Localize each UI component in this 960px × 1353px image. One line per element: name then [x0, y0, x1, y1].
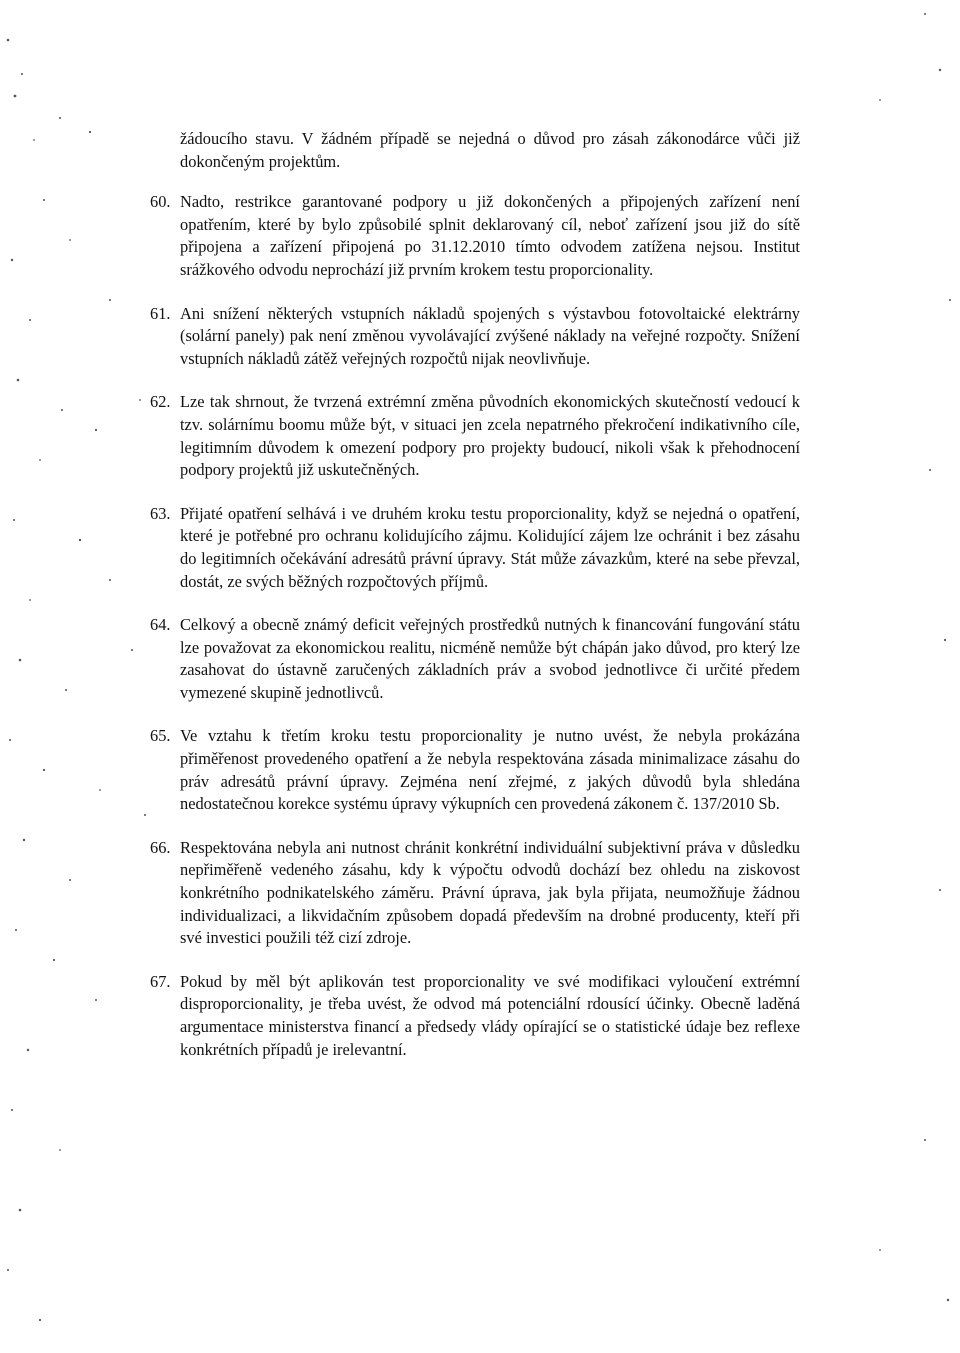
paragraph-number: 62.: [150, 392, 171, 412]
document-body: [150, 128, 800, 1082]
paragraph-number: 63.: [150, 503, 171, 523]
paragraph-text: Respektována nebyla ani nutnost chránit konkrétní individuální subjektivní práva v důsledku nepřiměřeně vedeného zásahu, kdy k výpočtu odvodů dochází bez ohledu na ziskovost konkrétního podnikatelského záměru. Právní úprava, jak byla přijata, neumožňuje žádnou individualizaci, a likvidačním způsobem dopadá především na drobné producenty, kteří při své investici použili též cizí zdroje.: [180, 837, 800, 948]
paragraph-65: [150, 725, 800, 815]
paragraph-text: Nadto, restrikce garantované podpory u již dokončených a připojených zařízení není opatřením, které by bylo způsobilé splnit deklarovaný cíl, neboť zařízení jsou již do sítě připojena a zařízení připojená po 31.12.2010 tímto odvodem zatížena nejsou. Institut srážkového odvodu neprochází již prvním krokem testu proporcionality.: [180, 192, 800, 279]
paragraph-number: 67.: [150, 971, 171, 991]
paragraph-text: Lze tak shrnout, že tvrzená extrémní změna původních ekonomických skutečností vedoucí k tzv. solárnímu boomu může být, v situaci jen zcela nepatrného překročení indikativního cíle, legitimním důvodem k omezení podpory pro projekty budoucí, nikoli však k přehodnocení podpory projektů již uskutečněných.: [180, 392, 800, 480]
paragraph-number: 66.: [150, 837, 171, 857]
paragraph-text: Celkový a obecně známý deficit veřejných prostředků nutných k financování fungování státu lze považovat za ekonomickou realitu, nicméně nemůže být chápán jako důvod, pro který lze zasahovat do ústavně zaručených základních práv a svobod jednotlivce či určité předem vymezené skupině jednotlivců.: [180, 615, 800, 702]
paragraph-number: 64.: [150, 615, 171, 635]
paragraph-number: 61.: [150, 303, 171, 323]
paragraph-text: Pokud by měl být aplikován test proporcionality ve své modifikaci vyloučení extrémní disproporcionality, je třeba uvést, že odvod má potenciální rdousící účinky. Obecně laděná argumentace ministerstva financí a předsedy vlády opírající se o statistické údaje bez reflexe konkrétních případů je irelevantní.: [180, 971, 800, 1059]
paragraph-61: [150, 303, 800, 371]
paragraph-64: [150, 614, 800, 704]
paragraph-60: [150, 191, 800, 281]
paragraph-number: 60.: [150, 192, 171, 212]
paragraph-text: Přijaté opatření selhává i ve druhém kroku testu proporcionality, když se nejedná o opatření, které je potřebné pro ochranu kolidujícího zájmu. Kolidující zájem lze ochránit i bez zásahu do legitimních očekávání adresátů právní úpravy. Stát může závazkům, které na sebe převzal, dostát, ze svých běžných rozpočtových příjmů.: [180, 503, 800, 591]
paragraph-63: [150, 503, 800, 593]
paragraph-text: žádoucího stavu. V žádném případě se nejedná o důvod pro zásah zákonodárce vůči již dokončeným projektům.: [180, 129, 800, 171]
paragraph-67: [150, 971, 800, 1061]
paragraph-continuation: [150, 128, 800, 173]
paragraph-66: [150, 837, 800, 950]
paragraph-text: Ani snížení některých vstupních nákladů spojených s výstavbou fotovoltaické elektrárny (solární panely) pak není změnou vyvolávající zvýšené náklady na veřejné rozpočty. Snížení vstupních nákladů zátěž veřejných rozpočtů nijak neovlivňuje.: [180, 303, 800, 368]
paragraph-text: Ve vztahu k třetím kroku testu proporcionality je nutno uvést, že nebyla prokázána přiměřenost provedeného opatření a že nebyla respektována zásada minimalizace zásahu do práv adresátů právní úpravy. Zejména není zřejmé, z jakých důvodů byla shledána nedostatečnou korekce systému úpravy výkupních cen provedená zákonem č. 137/2010 Sb.: [180, 726, 800, 814]
paragraph-62: [150, 391, 800, 481]
paragraph-number: 65.: [150, 726, 171, 746]
